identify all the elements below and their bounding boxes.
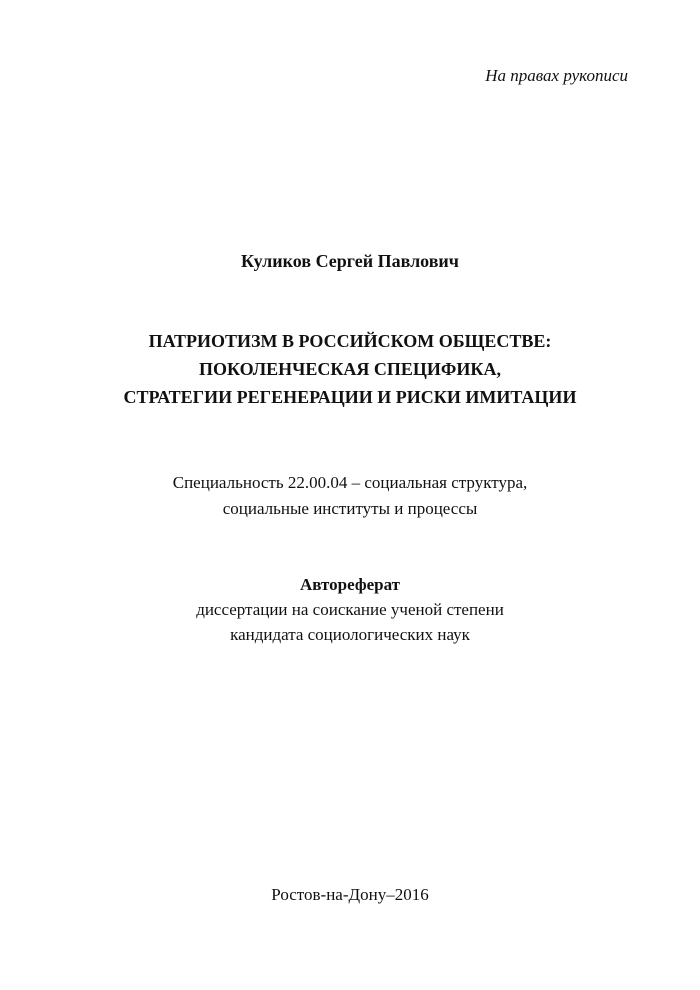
specialty — [0, 470, 700, 522]
dissertation-title — [0, 327, 700, 411]
abstract-line: кандидата социологических наук — [230, 625, 470, 644]
specialty-line: Специальность 22.00.04 – социальная структура, — [172, 473, 528, 492]
abstract-line: диссертации на соискание ученой степени — [196, 600, 504, 619]
place-and-year: Ростов-на-Дону–2016 — [271, 885, 429, 904]
abstract-info — [0, 572, 700, 647]
author-name: Куликов Сергей Павлович — [241, 251, 459, 271]
title-line: ПОКОЛЕНЧЕСКАЯ СПЕЦИФИКА, — [199, 359, 501, 379]
specialty-line: социальные институты и процессы — [222, 499, 478, 518]
title-line: ПАТРИОТИЗМ В РОССИЙСКОМ ОБЩЕСТВЕ: — [148, 331, 552, 351]
rights-note: На правах рукописи — [485, 66, 628, 85]
abstract-heading: Автореферат — [299, 575, 401, 594]
title-line: СТРАТЕГИИ РЕГЕНЕРАЦИИ И РИСКИ ИМИТАЦИИ — [123, 387, 577, 407]
